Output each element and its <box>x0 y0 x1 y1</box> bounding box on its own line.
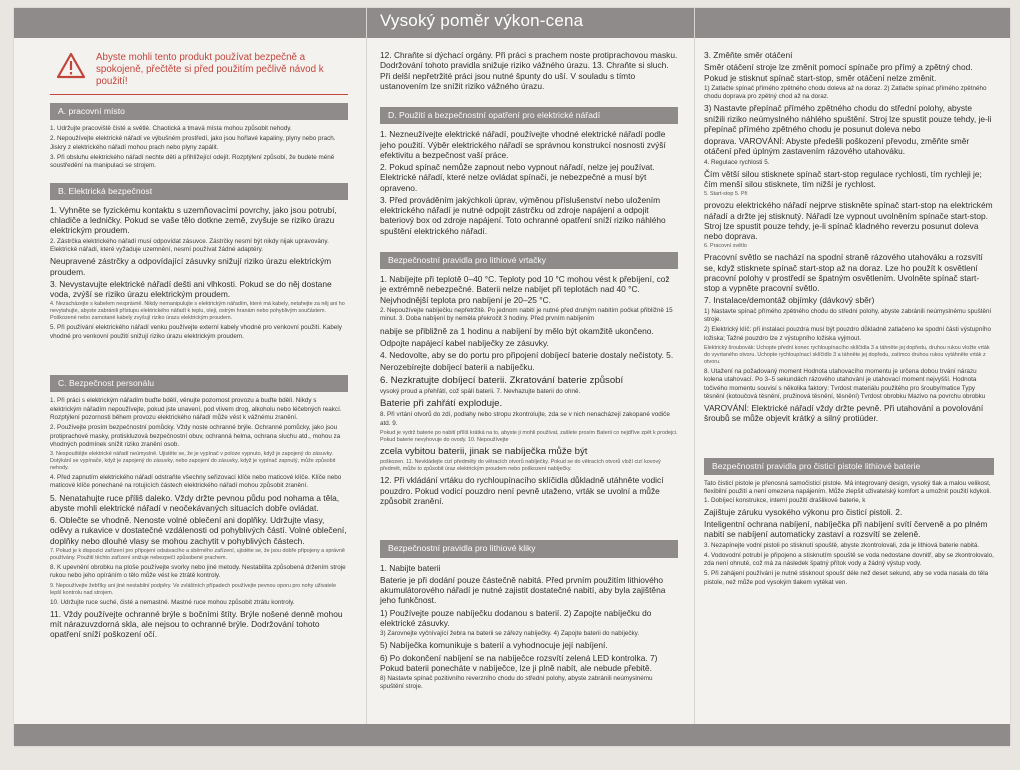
paragraph: 2. Nepoužívejte elektrické nářadí ve výbušném prostředí, jako jsou hořlavé kapaliny, plyny nebo prach. Jiskry z elektrického nářadí mohou prach nebo plyny zapálit. <box>50 135 336 151</box>
fold-line <box>366 8 367 746</box>
paragraph: 1. Nabijte baterii <box>380 562 441 573</box>
page-title: Vysoký poměr výkon-cena <box>380 11 584 30</box>
section-heading: Bezpečnostní pravidla pro lithiové vrtačky <box>380 252 678 269</box>
paragraph: 4. Před zapnutím elektrického nářadí odstraňte všechny seřizovací klíče nebo maticové klíče. Klíče nebo maticové klíče ponechané na rotujících částech elektrického nářadí mohou způsobit zranění. <box>50 474 342 490</box>
paragraph: 5. Nenatahujte ruce příliš daleko. Vždy držte pevnou půdu pod nohama a těla, abyste mohli elektrické nářadí v neočekávaných situacích dobře ovládat. <box>50 492 340 513</box>
paragraph: 1) Zatlačte spínač přímého zpětného chodu doleva až na doraz. 2) Zatlačte spínač přímého zpětného chodu doprava pro zpětný chod až na doraz. <box>704 84 987 101</box>
paragraph: nabije se přibližně za 1 hodinu a nabíjení by mělo být okamžitě ukončeno. <box>380 325 654 336</box>
paragraph: 1) Používejte pouze nabíječku dodanou s baterií. 2) Zapojte nabíječku do elektrické zásuvky. <box>380 607 652 628</box>
paragraph: 8) Nastavte spínač pozitivního reverzního chodu do střední polohy, abyste zabránili neúmyslnému spuštění stroje. <box>380 675 653 691</box>
paragraph: 12. Při vkládání vrtáku do rychloupínacího sklíčidla důkladně utáhněte vodicí pouzdro. Pokud vodicí pouzdro není pevně utaženo, vrták se uvolní a může způsobit zranění. <box>380 475 664 506</box>
paragraph: Pracovní světlo se nachází na spodní straně rázového utahováku a rozsvítí se, když stisknete spínač start-stop až na doraz. Lze ho použít k osvětlení pracovní polohy v prostředí se špatným osvětlením. Uvolněte spínač start-stop a vypněte pracovní světlo. <box>704 252 983 294</box>
paragraph: 5. Při používání elektrického nářadí venku používejte externí kabely vhodné pro venkovní použití. Kabely vhodné pro venkovní použití snižují riziko úrazu elektrickým proudem. <box>50 324 342 340</box>
paragraph: 3. Před prováděním jakýchkoli úprav, výměnou příslušenství nebo uložením elektrického nářadí je nutné odpojit zástrčku od zdroje napájení a odpojit bateriový box od zdroje napájení. Toto ochranné opatření sníží riziko náhlého spuštění elektrického nářadí. <box>380 194 666 236</box>
paragraph: poškozen. 11. Nevkládejte cizí předměty do větracích otvorů nabíječky. Pokud se do větracích otvorů vloží cizí kovový předmět, může to způsobit úraz elektrickým proudem nebo poškození nabíječky. <box>380 459 661 473</box>
warning-text: Abyste mohli tento produkt používat bezpečně a spokojeně, přečtěte si před použitím pečlivě návod k použití! <box>96 52 324 87</box>
paragraph: 6. Oblečte se vhodně. Nenoste volné oblečení ani doplňky. Udržujte vlasy, oděvy a rukavice v dostatečné vzdálenosti od pohyblivých částí. Volné oblečení, doplňky nebo dlouhé vlasy se mohou zachytit v pohyblivých částech. <box>50 515 347 546</box>
paragraph: VAROVÁNÍ: Elektrické nářadí vždy držte pevně. Při utahování a povolování šroubů se může objevit krátký a silný protiúder. <box>704 403 984 424</box>
paragraph: 4. Nezacházejte s kabelem nesprávně. Nikdy nemanipulujte s elektrickým nářadím, které má kabely, netahejte za něj ani ho nevytahujte, abyste zabránili přístupu elektrického nářadí k teplu, oleji, ostrým hranám nebo pohyblivým součástem. Poškozené nebo zamotané kabely zvyšují riziko úrazu elektrickým proudem. <box>50 301 345 322</box>
paragraph: 9. Nepoužívejte žebříky ani jiné nestabilní podpěry. Ve zvláštních případech používejte pevnou oporu pro nohy uživatele lepší kontrolu nad strojem. <box>50 582 337 596</box>
paragraph: 8. K upevnění obrobku na ploše používejte svorky nebo jiné metody. Nestabilita způsobená držením stroje rukou nebo jeho opíráním o tělo může vést ke ztrátě kontroly. <box>50 564 346 580</box>
paragraph: Směr otáčení stroje lze změnit pomocí spínače pro přímý a zpětný chod. Pokud je stisknut spínač start-stop, směr otáčení nelze změnit. <box>704 62 973 83</box>
paragraph: Pokud je vydrž baterie po nabití příliš krátká na to, abyste ji mohli používat, zašlete prosím Baterii co nejdříve zpět k prodejci. Pokud baterie nevyhovuje do ovody. 10. Nepoužívejte <box>380 430 678 444</box>
paragraph: 4. Vodovodní potrubí je připojeno a stisknutím spouště se voda nedostane dovnitř, aby se zkontrolovalo, zda není ohnuté, což má za následek špatný přítok vody a žádný výstup vody. <box>704 551 994 568</box>
paragraph: 3. Nezapínejte vodní pistoli po stisknutí spouště, abyste zkontrolovali, zda je lithiová baterie nabitá. <box>704 541 980 549</box>
column-right <box>704 50 994 720</box>
paragraph: Inteligentní ochrana nabíjení, nabíječka při nabíjení svítí červeně a po plném nabití se nabíjení automaticky zastaví a rozsvítí se zeleně. <box>704 519 988 540</box>
section-heading: Bezpečnostní pravidla pro čisticí pistole lithiové baterie <box>704 458 994 475</box>
paragraph: 2. Nepoužívejte nabíječku nepřetržitě. Po jednom nabití je nutné před druhým nabitím počkat přibližně 15 minut. 3. Doba nabíjení by neměla překročit 3 hodiny. Před prvním nabíjením <box>380 306 673 323</box>
paragraph: Tato čisticí pistole je přenosná samočisticí pistole. Má integrovaný design, vysoký tlak a malou velikost, flexibilní použití a není omezena napájením. Může zlepšit uživatelský komfort a umožnit použití kdykoli. 1. Dobíjecí konstrukce, interní použití drašlikové baterie, k <box>704 479 991 504</box>
paragraph: 2. Pokud spínač nemůže zapnout nebo vypnout nářadí, nelze jej používat. Elektrické nářadí, které nelze ovládat spínači, je nebezpečné a musí být opraveno. <box>380 162 655 193</box>
paragraph: 2. Zástrčka elektrického nářadí musí odpovídat zásuvce. Zástrčky nesmí být nikdy nijak upravovány. Elektrické nářadí, které vyžaduje uzemnění, nesmí používat žádné adaptéry. <box>50 237 329 254</box>
column-middle <box>380 50 678 720</box>
warning-block <box>56 52 348 88</box>
paragraph: 3. Nespouštějte elektrické nářadí neúmyslně. Ujistěte se, že je vypínač v poloze vypnuto, když je zapojený do zásuvky. Dotýkání se vypínače, když je zapojený do zásuvky, nebo zapojení do zásuvky, když je vypínač zapnutý, může způsobit nehody. <box>50 451 336 472</box>
paragraph: 12. Chraňte si dýchací orgány. Při práci s prachem noste protiprachovou masku. Dodržování tohoto pravidla snižuje riziko vážného úrazu. 13. Chraňte si sluch. Při delší nepřetržité práci jsou nutné špunty do uší. V souladu s tímto ustanovením lze snížit riziko vážného úrazu. <box>380 50 678 91</box>
paragraph: zcela vybitou baterii, jinak se nabíječka může být <box>380 446 588 458</box>
paragraph: 2. Používejte prosím bezpečnostní pomůcky. Vždy noste ochranné brýle. Ochranné pomůcky, jako jsou protiprachové masky, protiskluzová bezpečnostní obuv, ochranná helma, ochrana sluchu atd., mohou za vhodných podmínek snížit riziko zranění osob. <box>50 424 341 448</box>
paragraph: doprava. VAROVÁNÍ: Abyste předešli poškození převodu, změňte směr otáčení před úplným zastavením rázového utahováku. <box>704 136 970 157</box>
paragraph: Čím větší silou stisknete spínač start-stop regulace rychlosti, tím rychleji je; čím menší silou stisknete, tím nižší je rychlost. <box>704 168 982 190</box>
paragraph: Odpojte napájecí kabel nabíječky ze zásuvky. <box>380 337 549 348</box>
section-heading: D. Použití a bezpečnostní opatření pro elektrické nářadí <box>380 107 678 124</box>
column-left <box>50 42 348 720</box>
paragraph: 5. Start-stop 5. Při <box>704 191 748 198</box>
paragraph: Nerozebírejte dobíjecí baterii a nabíječku. <box>380 362 535 373</box>
paragraph: 5. Při zahájení používání je nutné stisknout spoušť déle než deset sekund, aby se voda nasala do těla pistole, než může pod vysokým tlakem vytékat ven. <box>704 570 989 586</box>
paragraph: 1. Nezneužívejte elektrické nářadí, používejte vhodné elektrické nářadí podle jeho použití. Výběr elektrického nářadí se správnou konstrukcí nosnosti zvýší efektivitu a bezpečnost vaší práce. <box>380 129 666 160</box>
paragraph: 4. Regulace rychlosti 5. <box>704 158 770 166</box>
paragraph: 1. Při práci s elektrickým nářadím buďte bdělí, věnujte pozornost provozu a buďte bdělí. Nikdy s elektrickým nářadím nepoužívejte, pokud jste unavení, pod vlivem drog, alkoholu nebo léčebných reakcí. Rozptýlení pozornosti během provozu elektrického nářadí může vést k vážnému zranění. <box>50 397 342 421</box>
paragraph: 8. Utažení na požadovaný moment Hodnota utahovacího momentu je určena dobou trvání nárazu kolena utahovací. Po 3–5 sekundách rázového utahování je utahovací moment nejvyšší. Hodnota točivého momentu souvisí s několika faktory: Tvrdost materiálu použitého pro šrouby/matice Typy těsnění (kotoučová těsnění, pružinová těsnění, těsnění) Tvrdost obrobku Mazivo na povrchu obrobku <box>704 367 986 400</box>
warning-icon <box>56 52 86 79</box>
paragraph: Baterie při zahřátí exploduje. <box>380 398 503 410</box>
paragraph: 3. Při obsluhu elektrického nářadí nechte děti a přihlížející odejít. Rozptýlení způsobí, že budete méně soustředění na manipulaci se strojem. <box>50 154 335 170</box>
paragraph: 3. Změňte směr otáčení <box>704 50 793 60</box>
manual-sheet <box>14 8 1010 746</box>
paragraph: 3) Nastavte přepínač přímého zpětného chodu do střední polohy, abyste snížili riziko neúmyslného náhlého spuštění. Stroj lze spustit pouze tehdy, je-li přepínač přímého zpětného chodu je posunut doleva nebo <box>704 103 992 134</box>
paragraph: 1. Nabíjejte při teplotě 0–40 °C. Teploty pod 10 °C mohou vést k přebíjení, což je extrémně nebezpečné. Baterii nelze nabíjet při teplotách nad 40 °C. Nejvhodnější teplota pro nabíjení je 20–25 °C. <box>380 274 670 305</box>
paragraph: 3) Zarovnejte vyčnívající žebra na baterii se zářezy nabíječky. 4) Zapojte baterii do nabíječky. <box>380 630 640 638</box>
paragraph: 7. Instalace/demontáž objímky (dávkový sběr) <box>704 295 875 306</box>
paragraph: Neupravené zástrčky a odpovídající zásuvky snižují riziko úrazu elektrickým proudem. <box>50 256 332 277</box>
paragraph: 1. Udržujte pracoviště čisté a světlé. Chaotická a tmavá místa mohou způsobit nehody. <box>50 125 292 133</box>
paragraph: 7. Pokud je k dispozici zařízení pro připojení odsávacího a sběrného zařízení, ujistěte se, že jsou dobře připojeny a správně používány. Použití těchto zařízení snižuje nebezpečí způsobené prachem. <box>50 547 345 561</box>
paragraph: 2) Elektrický klíč: při instalaci pouzdra musí být pouzdro důkladně zatlačeno ke spodní části výstupního ložiska; Tažné pouzdro lze z výstupního ložiska vyjmout. <box>704 326 992 342</box>
paragraph: 4. Nedovolte, aby se do portu pro připojení dobíjecí baterie dostaly nečistoty. 5. <box>380 350 674 361</box>
divider <box>50 94 348 95</box>
paragraph: 11. Vždy používejte ochranné brýle s bočními štíty. Brýle nošené denně mohou mít nárazuvzdorná skla, ale nejsou to ochranné brýle. Dodržování tohoto opatření sníží poškození očí. <box>50 608 343 640</box>
section-heading: B. Elektrická bezpečnost <box>50 183 348 200</box>
paragraph: 6. Nezkratujte dobíjecí baterii. Zkratování baterie způsobí <box>380 374 624 386</box>
paragraph: 10. Udržujte ruce suché, čisté a nemastné. Mastné ruce mohou způsobit ztrátu kontroly. <box>50 598 295 606</box>
footer-bar <box>14 724 1010 746</box>
paragraph: 3. Nevystavujte elektrické nářadí dešti ani vlhkosti. Pokud se do něj dostane voda, zvýší se riziko úrazu elektrickým proudem. <box>50 278 332 300</box>
fold-line <box>694 8 695 746</box>
paragraph: vysoký proud a přehřátí, což spálí baterii. 7. Nevhazujte baterii do ohně. <box>380 387 581 395</box>
paragraph: 5) Nabíječka komunikuje s baterií a vyhodnocuje její nabíjení. <box>380 640 608 651</box>
paragraph: Zajištuje záruku vysokého výkonu pro čisticí pistoli. 2. <box>704 506 903 517</box>
paragraph: provozu elektrického nářadí nejprve stiskněte spínač start-stop na elektrickém nářadí a držte jej stisknutý. Nářadí lze vypnout uvolněním spínače start-stop. Stroj lze spustit pouze tehdy, je-li spínač kladného reverzu posunut doleva nebo doprava. <box>704 200 993 242</box>
section-heading: Bezpečnostní pravidla pro lithiové kliky <box>380 540 678 557</box>
section-heading: C. Bezpečnost personálu <box>50 375 348 392</box>
paragraph: 6. Pracovní světlo <box>704 243 747 250</box>
section-heading: A. pracovní místo <box>50 103 348 120</box>
paragraph: 1. Vyhněte se fyzickému kontaktu s uzemňovacími povrchy, jako jsou potrubí, chladiče a ledničky. Pokud se vaše tělo dotkne země, zvyšuje se riziko úrazu elektrickým proudem. <box>50 204 337 236</box>
paragraph: Elektrický šroubovák: Uchopte přední konec rychloupínacího sklíčidla 3 a táhněte jej dopředu, druhou rukou vložte vrták do vyvrtaného otvoru. Uchopte rychloupínací sklíčidlo 3 a táhněte jej dopředu, zatímco druhou rukou vytáhněte vrták z otvoru. <box>704 344 990 365</box>
paragraph: 1) Nastavte spínač přímého zpětného chodu do střední polohy, abyste zabránili neúmyslnému spuštění stroje. <box>704 307 992 323</box>
paragraph: 8. Při vrtání otvorů do zdí, podlahy nebo stropu zkontrolujte, zda se v nich nenacházejí zakopané vodiče atd. 9. <box>380 411 670 427</box>
paragraph: 6) Po dokončení nabíjení se na nabíječce rozsvítí zelená LED kontrolka. 7) Pokud baterii ponecháte v nabíječce, lze ji plně nabít, ale nebude přebitě. <box>380 652 658 673</box>
header-bar <box>14 8 1010 38</box>
paragraph: Baterie je při dodání pouze částečně nabitá. Před prvním použitím lithiového akumulátorového nářadí je nutné zajistit dostatečné nabití, aby byla zajištěna jeho funkčnost. <box>380 574 666 606</box>
